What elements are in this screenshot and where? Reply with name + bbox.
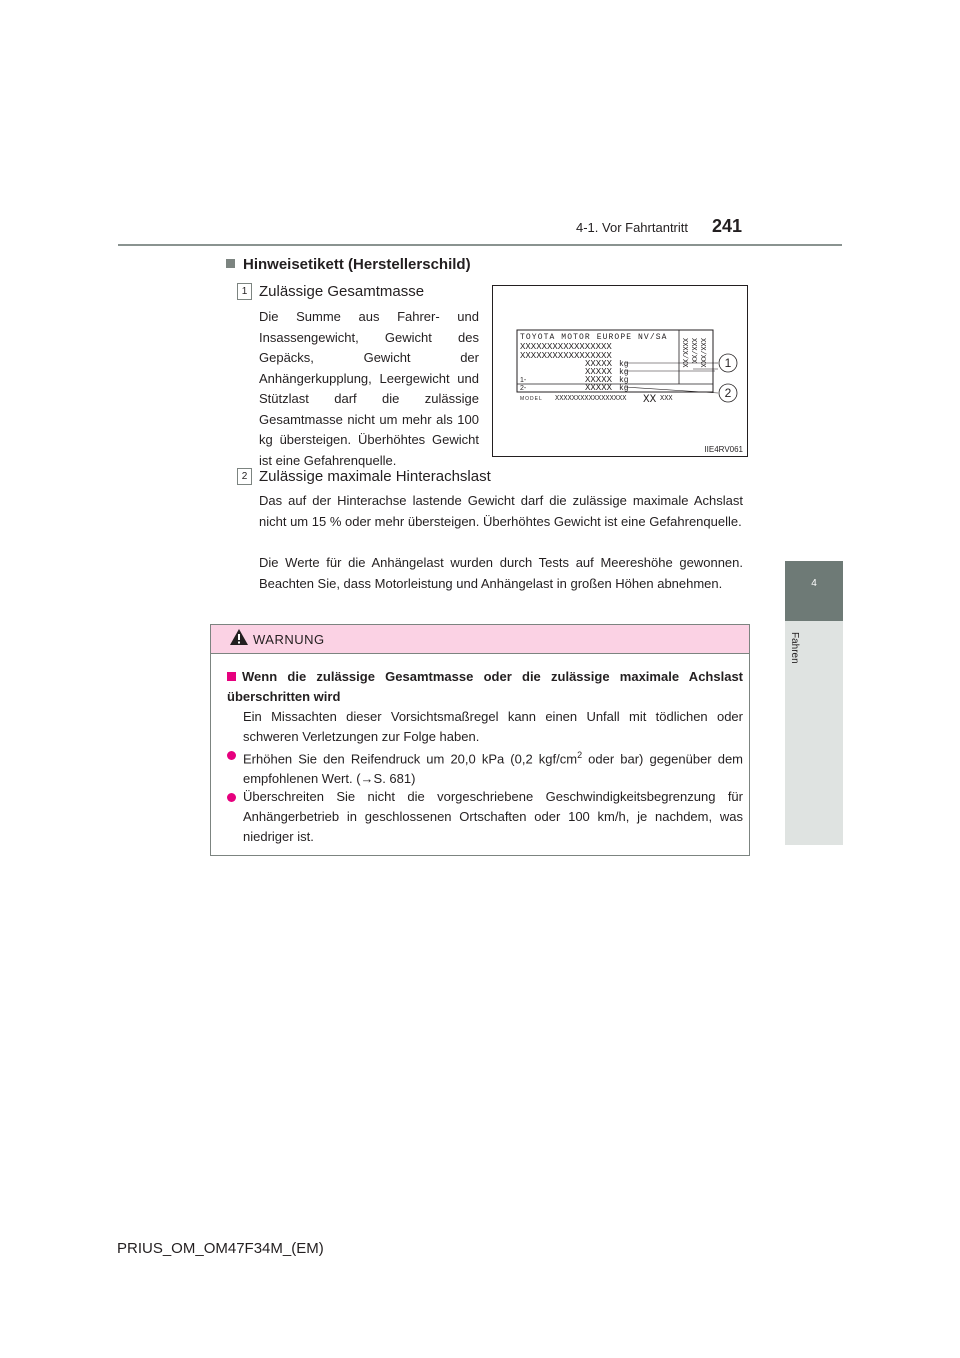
label-row-1: 1- <box>520 377 527 384</box>
item-text-2b: Die Werte für die Anhängelast wurden durch Tests auf Meereshöhe gewonnen. Beachten Sie, dass Motorleistung und Anhängelast in großen Höhen abnehmen. <box>259 555 743 591</box>
chapter-label: Fahren <box>789 632 800 664</box>
warning-square-icon <box>227 672 236 681</box>
svg-text:XXX/XX: XXX/XX <box>689 338 697 364</box>
heading-square-icon <box>226 259 235 268</box>
warning-title: WARNUNG <box>253 632 325 647</box>
item-text-2: Das auf der Hinterachse lastende Gewicht darf die zulässige maximale Achslast nicht um 15 % oder mehr übersteigen. Überhöhtes Gewicht ist eine Gefahrenquelle. <box>259 493 743 529</box>
section-heading: Hinweisetikett (Herstellerschild) <box>226 256 471 273</box>
label-illustration <box>493 286 747 456</box>
warning-intro: Ein Missachten dieser Vorsichtsmaßregel kann einen Unfall mit tödlichen oder schweren Verletzungen zur Folge haben. <box>243 709 743 744</box>
warning-bullet-2: Überschreiten Sie nicht die vorgeschriebene Geschwindigkeitsbegrenzung für Anhängerbetrieb in geschlossenen Ortschaften oder 100 km/h, je nachdem, was niedriger ist. <box>243 789 743 844</box>
svg-text:kg: kg <box>619 368 629 377</box>
label-model-value: XXXXXXXXXXXXXXXXX <box>555 395 627 403</box>
page-number: 241 <box>712 216 743 236</box>
label-kg-3: XXXXX <box>585 375 613 385</box>
svg-text:kg: kg <box>619 376 629 385</box>
item-number-1: 1 <box>237 283 252 300</box>
label-row-x-1: XXXXXXXXXXXXXXXXX <box>520 342 612 352</box>
bullet-dot-icon <box>227 793 236 802</box>
label-model-xx: XX <box>643 394 657 406</box>
figure-code: IIE4RV061 <box>704 445 743 454</box>
item-number-2: 2 <box>237 468 252 485</box>
svg-text:XXX/XXX: XXX/XXX <box>698 338 706 368</box>
callout-1: 1 <box>724 356 732 370</box>
label-row-2: 2- <box>520 385 527 392</box>
item-text-1: Die Summe aus Fahrer- und Insassengewicht, Gewicht des Gepäcks, Gewicht der Anhängerkupplung, Leergewicht und Stützlast darf die zulässige Gesamtmasse nicht um mehr als 100 kg übersteigen. Überhöhtes Gewicht ist eine Gefahrenquelle. <box>259 309 479 468</box>
svg-text:XXXX/XX: XXXX/XX <box>680 338 688 368</box>
warning-heading: Wenn die zulässige Gesamtmasse oder die zulässige maximale Achslast überschritten wird <box>227 669 743 704</box>
callout-2: 2 <box>724 386 732 400</box>
item-title-1: Zulässige Gesamtmasse <box>259 283 425 300</box>
label-kg-4: XXXXX <box>585 383 613 393</box>
label-kg-1: XXXXX <box>585 359 613 369</box>
svg-text:kg: kg <box>619 384 629 393</box>
label-row-x-2: XXXXXXXXXXXXXXXXX <box>520 351 612 361</box>
manufacturer-label-figure <box>492 285 748 457</box>
label-kg-2: XXXXX <box>585 367 613 377</box>
chapter-tab <box>785 561 843 621</box>
warning-bullet-1: Erhöhen Sie den Reifendruck um 20,0 kPa (0,2 kgf/$cm^2$ oder bar) gegenüber dem empfohlenen Wert. (→S. 681) <box>243 750 744 787</box>
warning-triangle-icon <box>229 628 249 646</box>
svg-text:kg: kg <box>619 360 629 369</box>
document-code: PRIUS_OM_OM47F34M_(EM) <box>117 1240 324 1257</box>
section-header: 4-1. Vor Fahrtantritt <box>576 220 688 235</box>
label-model: MODEL <box>520 396 543 402</box>
chapter-number: 4 <box>811 578 817 589</box>
label-company: TOYOTA MOTOR EUROPE NV/SA <box>520 333 668 342</box>
item-title-2: Zulässige maximale Hinterachslast <box>259 468 491 485</box>
warning-divider <box>211 653 749 654</box>
label-model-xxx: XXX <box>660 395 673 403</box>
header-divider <box>118 244 842 246</box>
bullet-dot-icon <box>227 751 236 760</box>
